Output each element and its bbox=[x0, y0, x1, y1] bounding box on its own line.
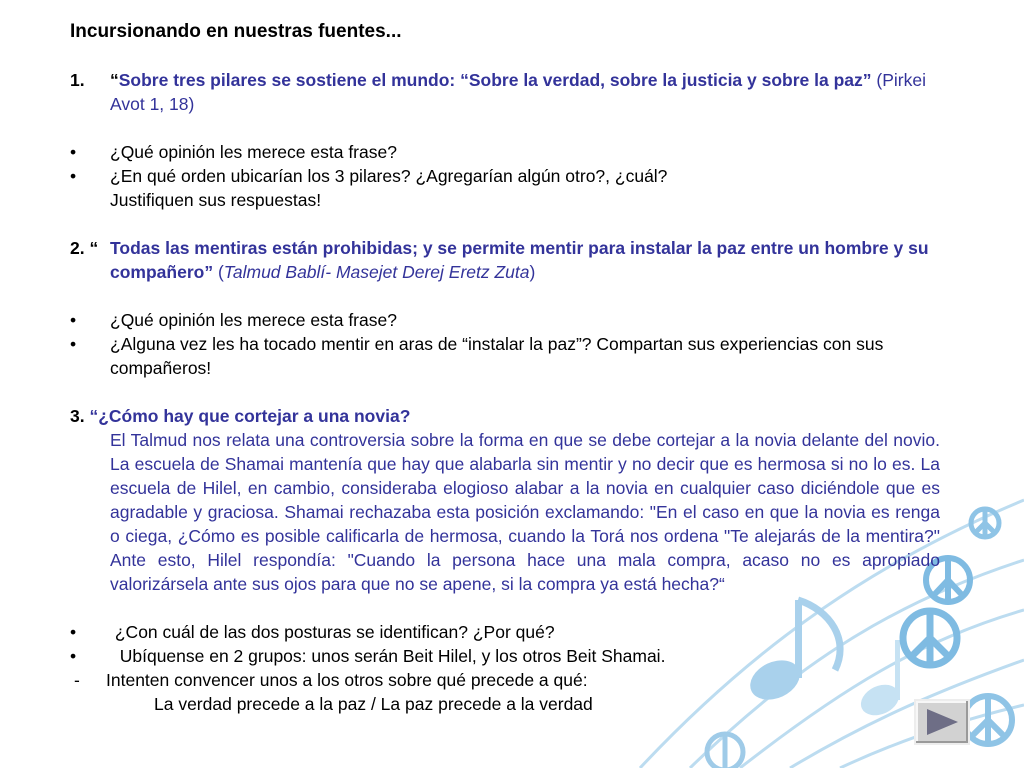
bullet-mark: • bbox=[70, 646, 77, 666]
list-item-text: ¿Alguna vez les ha tocado mentir en aras de “instalar la paz”? Compartan sus experiencias con sus compañeros! bbox=[110, 334, 884, 378]
bullet-mark: • bbox=[70, 142, 77, 162]
list-item-text: ¿Qué opinión les merece esta frase? bbox=[110, 142, 397, 162]
source-open: ( bbox=[213, 262, 224, 282]
bullet-mark: • bbox=[70, 622, 77, 642]
quote-text: Todas las mentiras están prohibidas; y se permite mentir para instalar la paz entre un hombre y su compañero” bbox=[110, 238, 929, 282]
list-item bbox=[70, 164, 940, 188]
list-item bbox=[70, 308, 940, 332]
quote-open-mark: “ bbox=[110, 70, 119, 90]
dash-item-text: Intenten convencer unos a los otros sobre qué precede a qué: bbox=[106, 670, 588, 690]
list-item-text: ¿En qué orden ubicarían los 3 pilares? ¿Agregarían algún otro?, ¿cuál? bbox=[110, 166, 668, 186]
list-item bbox=[70, 332, 940, 380]
peace-symbol-icon bbox=[707, 734, 743, 768]
item-2 bbox=[70, 236, 940, 284]
item-1 bbox=[70, 68, 940, 116]
follow-up-text: Justifiquen sus respuestas! bbox=[110, 190, 322, 210]
list-item bbox=[70, 644, 940, 668]
final-line: La verdad precede a la paz / La paz precede a la verdad bbox=[154, 694, 593, 714]
item-number: 3. bbox=[70, 406, 85, 426]
list-item bbox=[70, 140, 940, 164]
list-item-text: Ubíquense en 2 grupos: unos serán Beit Hilel, y los otros Beit Shamai. bbox=[110, 646, 666, 666]
item-3 bbox=[70, 404, 940, 428]
next-arrow-icon bbox=[925, 708, 959, 736]
list-item-text: ¿Con cuál de las dos posturas se identifican? ¿Por qué? bbox=[110, 622, 555, 642]
bullet-mark: • bbox=[70, 334, 77, 354]
quote-source: (Pirkei Avot 1, 18) bbox=[110, 70, 926, 114]
quote-text: Sobre tres pilares se sostiene el mundo: “Sobre la verdad, sobre la justicia y sobre la paz” bbox=[118, 70, 872, 90]
quote-source: Talmud Bablí- Masejet Derej Eretz Zuta bbox=[223, 262, 530, 282]
slide-title: Incursionando en nuestras fuentes... bbox=[70, 21, 402, 42]
item-number: 1. bbox=[70, 70, 85, 90]
item-heading: “¿Cómo hay que cortejar a una novia? bbox=[89, 406, 411, 426]
list-item-text: ¿Qué opinión les merece esta frase? bbox=[110, 310, 397, 330]
list-item bbox=[70, 620, 940, 644]
dash-mark: - bbox=[74, 670, 80, 690]
next-slide-button[interactable] bbox=[914, 699, 970, 745]
slide-content bbox=[70, 20, 940, 716]
bullet-mark: • bbox=[70, 310, 77, 330]
source-close: ) bbox=[529, 262, 536, 282]
bullet-mark: • bbox=[70, 166, 77, 186]
story-paragraph: El Talmud nos relata una controversia sobre la forma en que se debe cortejar a la novia delante del novio. La escuela de Shamai mantenía que hay que alabarla sin mentir y no decir que es hermosa si no lo es. La escuela de Hilel, en cambio, consideraba elogioso alabar a la novia en cualquier caso diciéndole que es agradable y graciosa. Shamai rechazaba esta posición exclamando: "En el caso en que la novia es renga o ciega, ¿Cómo es posible calificarla de hermosa, cuando la Torá nos ordena "Te alejarás de la mentira?" Ante esto, Hilel respondía: "Cuando la persona hace una mala compra, acaso no es apropiado valorizársela ante sus ojos para que no se apene, si la compra ya está hecha?“ bbox=[110, 430, 940, 594]
item-number: 2. “ bbox=[70, 238, 99, 258]
dash-item bbox=[70, 668, 940, 692]
